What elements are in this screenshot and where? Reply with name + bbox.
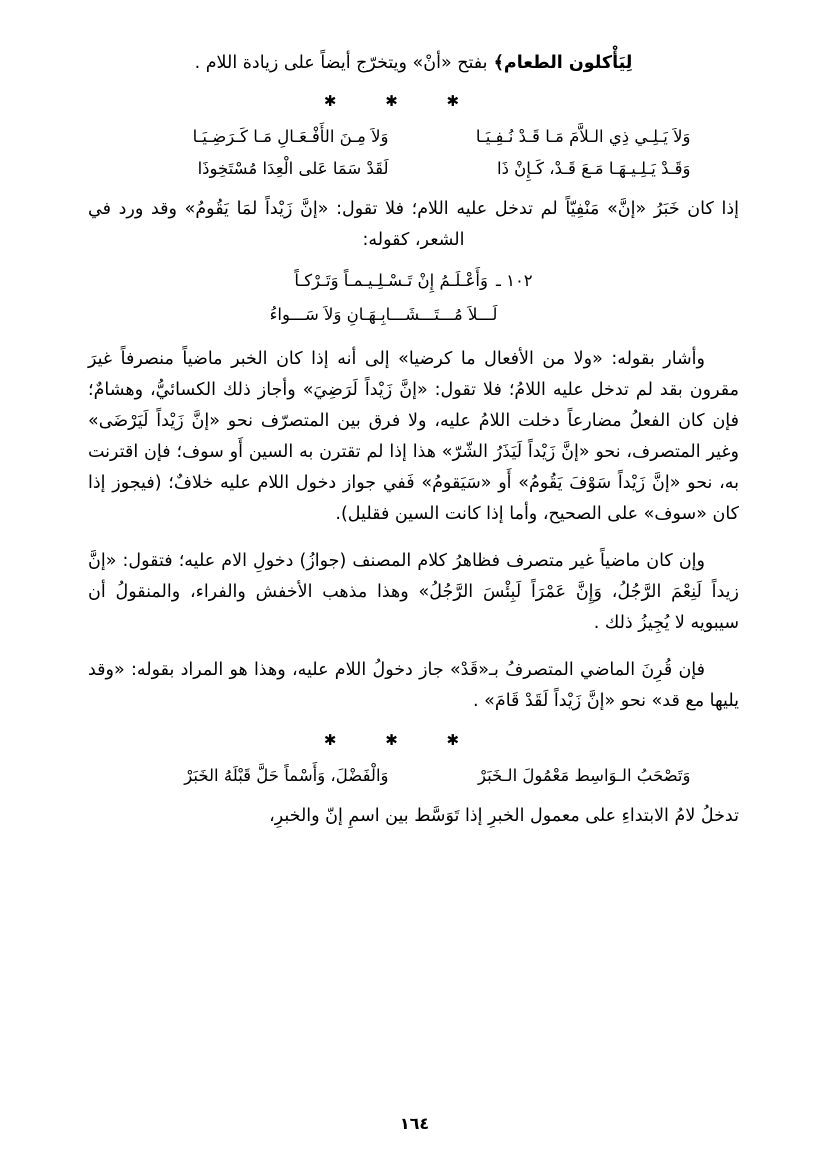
numbered-verse-second-hemistich: لَـــلاَ مُـــتَـــشَـــابِـهَـانِ وَلاَ سَـــواءُ bbox=[269, 305, 498, 324]
verse-hemistich-a: وَأَعْـلَـمُ إِنْ تَـسْـلِـيـمـاً وَتَـرْكـاً bbox=[294, 271, 488, 290]
paragraph-5: تدخلُ لامُ الابتداءِ على معمول الخبرِ إذا تَوَسَّط بين اسمِ إنّ والخبرِ، bbox=[269, 806, 739, 826]
paragraph-3: وإن كان ماضياً غير متصرف فظاهرُ كلام المصنف (جوازُ) دخولِ الام عليه؛ فتقول: «إنَّ زيداً لَنِعْمَ الرَّجُلُ، وَإِنَّ عَمْرَاً لَبِئْسَ الرَّجُلُ» وهذا مذهب الأخفش والفراء، والمنقولُ أن سيبويه لا يُجِيزُ ذلك . bbox=[88, 551, 739, 633]
top-line-rest: بفتح «أنْ» ويتخرّج أيضاً على زيادة اللام . bbox=[194, 53, 488, 73]
verse-hemistich-a: وَقَـدْ يَـلِـيـهَـا مَـعَ قَـدْ، كَـإِنْ ذَا bbox=[496, 159, 691, 178]
top-line-quote: لِيَأْكلون الطعام﴾ bbox=[493, 53, 633, 73]
verse-hemistich-b: وَالْفَضْلَ، وَأَسْماً حَلَّ قَبْلَهُ الخَبَرْ bbox=[184, 766, 389, 785]
page-number: ١٦٤ bbox=[399, 1114, 430, 1133]
numbered-verse-first-hemistich bbox=[88, 266, 739, 296]
paragraph-4: فإن قُرِنَ الماضي المتصرفُ بـ«قَدْ» جاز دخولُ اللام عليه، وهذا هو المراد بقوله: «وقد يليها مع قد» نحو «إنَّ زَيْداً لَقَدْ قَامَ» . bbox=[88, 660, 739, 711]
verse-line bbox=[88, 122, 739, 152]
verse-hemistich-b: لَقَدْ سَمَا عَلى الْعِدَا مُسْتَخِوذَا bbox=[197, 159, 389, 178]
paragraph-1: إذا كان خَبَرُ «إنَّ» مَنْفِيّاً لم تدخل عليه اللام؛ فلا تقول: «إنَّ زَيْداً لمَا يَقُومُ» وقد ورد في الشعر، كقوله: bbox=[88, 199, 739, 250]
section-separator-1: ✱ ✱ ✱ bbox=[323, 92, 482, 110]
verse-line bbox=[88, 154, 739, 184]
paragraph-2: وأشار بقوله: «ولا من الأفعال ما كرضيا» إلى أنه إذا كان الخبر ماضياً منصرفاً غيرَ مقرون بقد لم تدخل عليه اللامُ؛ فلا تقول: «إنَّ زَيْداً لَرَضِيَ» وأجاز ذلك الكسائيُّ، وهشامٌ؛ فإن كان الفعلُ مضارعاً دخلت اللامُ عليه، ولا فرق بين المتصرّف نحو «إنَّ زَيْداً لَيَرْضَى» وغير المتصرف، نحو «إنَّ زَيْداً لَيَذَرُ الشّرّ» هذا إذا لم تقترن به السين أَو سوف؛ فإن اقترنت به، نحو «إنَّ زَيْداً سَوْفَ يَقُومُ» أَو «سَيَقومُ» فَفي جواز دخول اللام عليه خلافٌ؛ (فيجوز إذا كان «سوف» على الصحيح، وأما إذا كانت السين فقليل). bbox=[88, 349, 739, 524]
verse-number: ١٠٢ ـ bbox=[495, 271, 533, 290]
top-continuation-line bbox=[88, 48, 739, 78]
verse-hemistich-a: وَتَصْحَبُ الـوَاسِط مَعْمُولَ الـخَبَرْ bbox=[477, 766, 691, 785]
verse-block-1 bbox=[88, 122, 739, 184]
verse-hemistich-b: وَلاَ مِـنَ الأَفْـعَـالِ مَـا كَـرَضِـيَـا bbox=[192, 127, 389, 146]
verse-block-2 bbox=[88, 761, 739, 791]
verse-hemistich-a: وَلاَ يَـلِـي ذِي الـلاَّمَ مَـا قَـدْ نُـفِـيَـا bbox=[475, 127, 691, 146]
section-separator-2: ✱ ✱ ✱ bbox=[323, 731, 482, 749]
